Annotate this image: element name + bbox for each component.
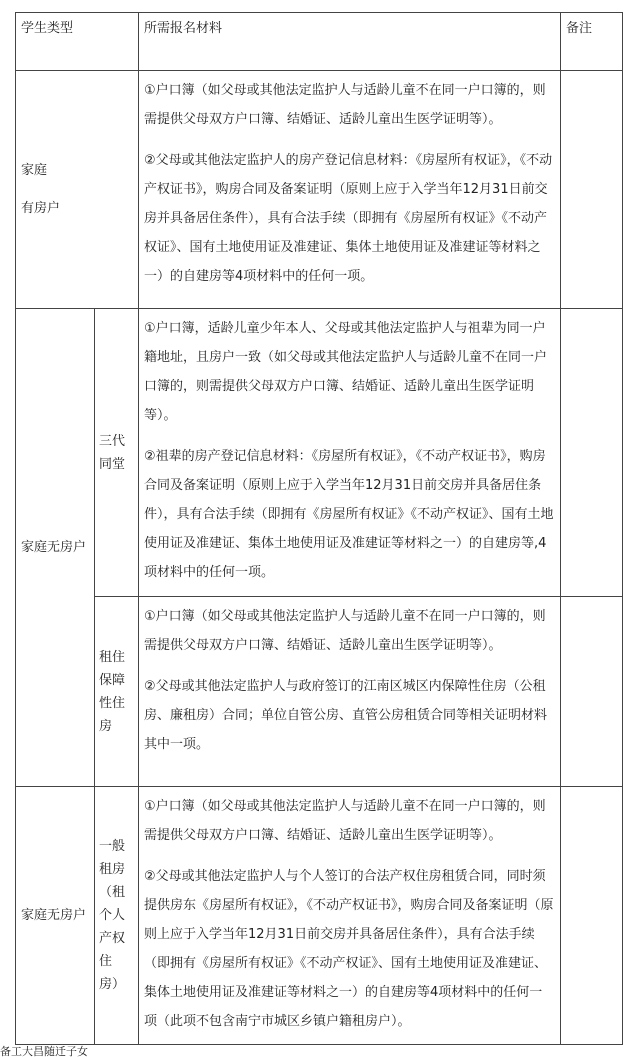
materials-cell bbox=[139, 309, 561, 597]
material-item: ①户口簿（如父母或其他法定监护人与适龄儿童不在同一户口簿的，则需提供父母双方户口簿、结婚证、适龄儿童出生医学证明等）。 bbox=[144, 609, 546, 653]
header-student-type: 学生类型 bbox=[16, 13, 139, 71]
materials-cell bbox=[139, 787, 561, 1045]
sub-type-line: 产权 bbox=[99, 931, 126, 946]
table-row bbox=[16, 309, 623, 597]
sub-type-line: 租房 bbox=[99, 862, 126, 877]
table-header-row bbox=[16, 13, 623, 71]
header-materials: 所需报名材料 bbox=[139, 13, 561, 71]
material-item: ②祖辈的房产登记信息材料：《房屋所有权证》，《不动产权证书》，购房合同及备案证明（原则上应于入学当年12月31日前交房并具备居住条件），具有合法手续（即拥有《房屋所有权证》《不动产权证》、国有土地使用证及准建证、集体土地使用证及准建证等材料之一）的自建房等,4项材料中的任何一项。 bbox=[144, 449, 554, 580]
header-note: 备注 bbox=[561, 13, 623, 71]
sub-type-line: 房） bbox=[99, 977, 126, 992]
sub-type-line: 保障 bbox=[99, 672, 126, 688]
material-item: ①户口簿，适龄儿童少年本人、父母或其他法定监护人与祖辈为同一户籍地址，且房户一致（如父母或其他法定监护人与适龄儿童不在同一户口簿的，则需提供父母双方户口簿、结婚证、适龄儿童出生医学证明等）。 bbox=[144, 321, 548, 423]
sub-type-line: 租住 bbox=[99, 649, 126, 665]
sub-type-cell bbox=[95, 787, 139, 1045]
note-cell bbox=[561, 787, 623, 1045]
sub-type-line: 三代 bbox=[99, 433, 126, 449]
materials-cell bbox=[139, 597, 561, 787]
sub-type-line: 性住 bbox=[99, 695, 126, 711]
sub-type-line: 个人 bbox=[99, 908, 126, 923]
material-item: ①户口簿（如父母或其他法定监护人与适龄儿童不在同一户口簿的，则需提供父母双方户口簿、结婚证、适龄儿童出生医学证明等）。 bbox=[144, 83, 546, 127]
student-type-line: 有房户 bbox=[21, 200, 61, 216]
student-type-cell: 家庭无房户 bbox=[16, 787, 95, 1045]
sub-type-line: 一般 bbox=[99, 839, 126, 854]
sub-type-cell bbox=[95, 309, 139, 597]
student-type-line: 家庭 bbox=[21, 162, 48, 178]
note-cell bbox=[561, 597, 623, 787]
material-item: ①户口簿（如父母或其他法定监护人与适龄儿童不在同一户口簿的，则需提供父母双方户口簿、结婚证、适龄儿童出生医学证明等）。 bbox=[144, 799, 546, 843]
table-row bbox=[16, 71, 623, 309]
material-item: ②父母或其他法定监护人与个人签订的合法产权住房租赁合同，同时须提供房东《房屋所有权证》，《不动产权证书》，购房合同及备案证明（原则上应于入学当年12月31日前交房并具备居住条件），具有合法手续（即拥有《房屋所有权证》《不动产权证》、国有土地使用证及准建证、集体土地使用证及准建证等材料之一）的自建房等4项材料中的任何一项（此项不包含南宁市城区乡镇户籍租房户）。 bbox=[144, 869, 554, 1029]
material-item: ②父母或其他法定监护人的房产登记信息材料：《房屋所有权证》，《不动产权证书》，购房合同及备案证明（原则上应于入学当年12月31日前交房并具备居住条件），具有合法手续（即拥有《房屋所有权证》《不动产权证》、国有土地使用证及准建证、集体土地使用证及准建证等材料之一）的自建房等4项材料中的任何一项。 bbox=[144, 153, 553, 284]
note-cell bbox=[561, 71, 623, 309]
sub-type-line: 房 bbox=[99, 718, 113, 734]
registration-materials-table bbox=[15, 12, 623, 1045]
sub-type-cell bbox=[95, 597, 139, 787]
material-item: ②父母或其他法定监护人与政府签订的江南区城区内保障性住房（公租房、廉租房）合同；单位自管公房、直管公房租赁合同等相关证明材料其中一项。 bbox=[144, 679, 548, 752]
student-type-cell bbox=[16, 71, 139, 309]
student-type-cell: 家庭无房户 bbox=[16, 309, 95, 787]
sub-type-line: 同堂 bbox=[99, 456, 126, 472]
table-row bbox=[16, 787, 623, 1045]
note-cell bbox=[561, 309, 623, 597]
sub-type-line: （租 bbox=[99, 885, 126, 900]
table-row bbox=[16, 597, 623, 787]
footer-text: 备工大昌随迁子女 bbox=[0, 1045, 88, 1057]
sub-type-line: 住 bbox=[99, 954, 113, 969]
materials-cell bbox=[139, 71, 561, 309]
